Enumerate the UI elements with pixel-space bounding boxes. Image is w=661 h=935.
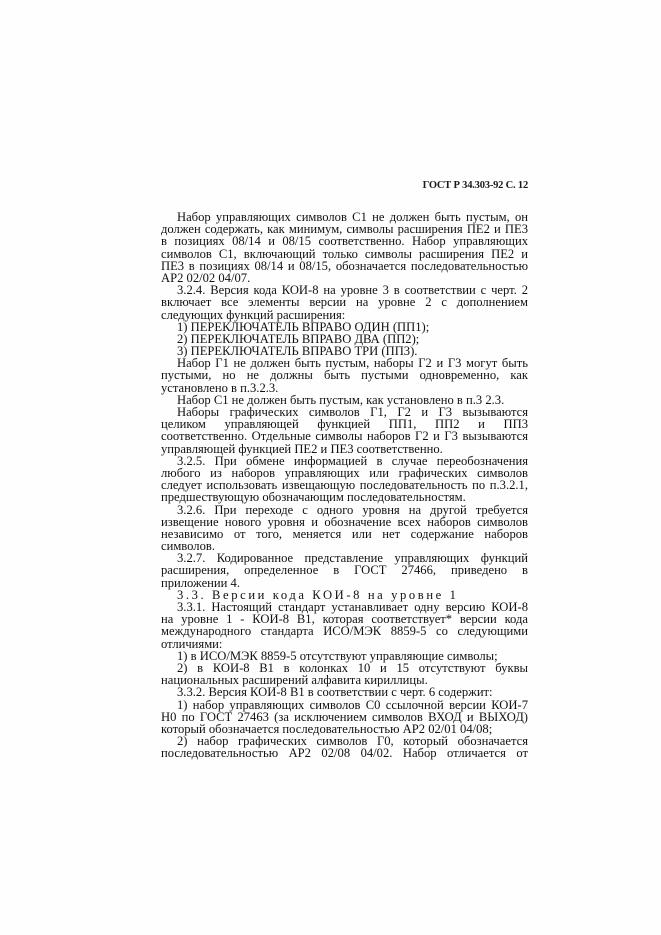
text-line: ПЕ3 в позициях 08/14 и 08/15, обозначается последовательностью [161, 258, 528, 273]
text-line: 1) ПЕРЕКЛЮЧАТЕЛЬ ВПРАВО ОДИН (ПП1); [177, 319, 430, 334]
text-line: 1) набор управляющих символов С0 ссылочной версии КОИ-7 [177, 697, 528, 712]
text-line: в позициях 08/14 и 08/15 соответственно. Набор управляющих [161, 234, 528, 249]
text-line: 2) набор графических символов Г0, который обозначается [177, 734, 528, 749]
text-line: отличиями: [161, 636, 223, 651]
text-line: символов С1, включающий только символы расширения ПЕ2 и [161, 246, 528, 261]
text-line: соответственно. Отдельные символы наборов Г2 и Г3 вызываются [161, 429, 528, 444]
text-line: независимо от того, меняется или нет содержание наборов [161, 526, 528, 541]
text-line: целиком управляющей функцией ПП1, ПП2 и ПП3 [161, 417, 528, 432]
text-line: любого из наборов управляющих или графических символов [161, 465, 528, 480]
page-header: ГОСТ Р 34.303-92 С. 12 [422, 180, 528, 191]
text-line: приложении 4. [161, 575, 240, 590]
text-line: 3.2.4. Версия кода КОИ-8 на уровне 3 в соответствии с черт. 2 [177, 283, 528, 298]
text-line: который обозначается последовательностью АР2 02/01 04/08; [161, 721, 493, 736]
text-line: следует использовать извещающую последовательность по п.3.2.1, [161, 478, 528, 493]
text-line: извещение нового уровня и обозначение всех наборов символов [161, 514, 528, 529]
text-line: национальных расширений алфавита кириллицы. [161, 673, 428, 688]
text-line: Н0 по ГОСТ 27463 (за исключением символов ВХОД и ВЫХОД) [161, 709, 528, 724]
text-line: следующих функций расширения: [161, 307, 346, 322]
text-line: 2) в КОИ-8 В1 в колонках 10 и 15 отсутствуют буквы [177, 660, 528, 675]
text-line: Набор Г1 не должен быть пустым, наборы Г2 и Г3 могут быть [177, 356, 528, 371]
document-body [161, 211, 528, 759]
text-line: установлено в п.3.2.3. [161, 380, 279, 395]
text-line: предшествующую обозначающим последовательностям. [161, 490, 466, 505]
text-line: Наборы графических символов Г1, Г2 и Г3 вызываются [177, 405, 528, 419]
text-line: 3.3.1. Настоящий стандарт устанавливает одну версию КОИ-8 [177, 600, 528, 614]
text-line: должен содержать, как минимум, символы расширения ПЕ2 и ПЕ3 [161, 222, 528, 237]
text-line: последовательностью АР2 02/08 04/02. Набор отличается от [161, 746, 528, 761]
text-line: 3.2.7. Кодированное представление управляющих функций [177, 551, 528, 566]
text-line: включает все элементы версии на уровне 2 с дополнением [161, 295, 528, 310]
text-line: 3) ПЕРЕКЛЮЧАТЕЛЬ ВПРАВО ТРИ (ПП3). [177, 344, 418, 359]
text-line: 3.3.2. Версия КОИ-8 В1 в соответствии с черт. 6 содержит: [177, 685, 493, 700]
text-line: Набор С1 не должен быть пустым, как установлено в п.3 2.3. [177, 392, 505, 407]
text-line: 3.3. Версии кода КОИ-8 на уровне 1 [177, 587, 459, 602]
text-line: 3.2.5. При обмене информацией в случае переобозначения [177, 453, 528, 468]
text-line: расширения, определенное в ГОСТ 27466, приведено в [161, 563, 528, 578]
text-line: пустыми, но не должны быть пустыми одновременно, как [161, 368, 528, 383]
text-line: Набор управляющих символов С1 не должен быть пустым, он [177, 210, 528, 224]
text-line: 2) ПЕРЕКЛЮЧАТЕЛЬ ВПРАВО ДВА (ПП2); [177, 331, 420, 346]
text-line: управляющей функцией ПЕ2 и ПЕ3 соответственно. [161, 441, 443, 456]
text-line: символов. [161, 539, 215, 554]
text-line: 3.2.6. При переходе с одного уровня на другой требуется [177, 502, 528, 517]
text-line: международного стандарта ИСО/МЭК 8859-5 со следующими [161, 624, 528, 639]
text-line: на уровне 1 - КОИ-8 В1, которая соответствует* версии кода [161, 612, 528, 627]
text-line: АР2 02/02 04/07. [161, 270, 251, 285]
text-line: 1) в ИСО/МЭК 8859-5 отсутствуют управляющие символы; [177, 648, 498, 663]
